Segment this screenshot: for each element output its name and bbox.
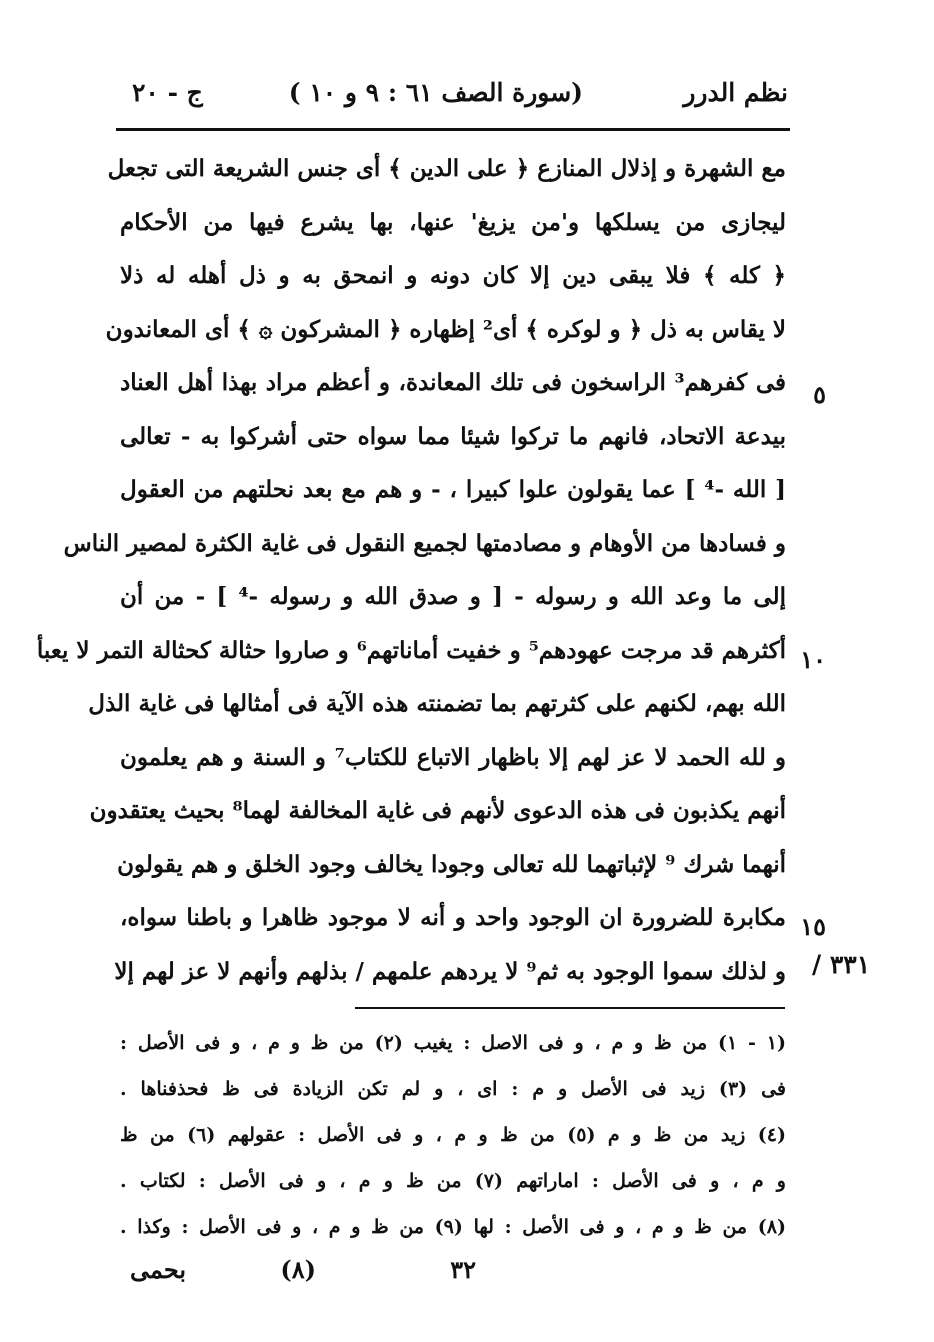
text-line: لا يقاس به ذل ﴿ و لوكره ﴾ أى² إظهاره ﴿ المشركون ۞ ﴾ أى المعاندون [105, 315, 786, 343]
text-line: أكثرهم قد مرجت عهودهم⁵ و خفيت أماناتهم⁶ و صاروا حثالة كحثالة التمر لا يعبأ [36, 636, 786, 664]
footnote-line: و م ، و فى الأصل : اماراتهم (٧) من ظ و م ، و فى الأصل : لكتاب . [120, 1170, 786, 1192]
margin-folio-reference: / ٣٣١ [812, 950, 871, 979]
catchword: بحمى [130, 1255, 187, 1284]
page-number: ٣٢ [450, 1255, 476, 1284]
line-number: ١٥ [800, 912, 826, 941]
text-line: أنهم يكذبون فى هذه الدعوى لأنهم فى غاية المخالفة لهما⁸ بحيث يعتقدون [89, 797, 786, 824]
text-line: أنهما شرك ⁹ لإثباتهما لله تعالى وجودا يخالف وجود الخلق و هم يقولون [117, 850, 786, 878]
surah-reference: (سورة الصف ٦١ : ٩ و ١٠ ) [288, 78, 583, 107]
text-line: إلى ما وعد الله و رسوله - [ و صدق الله و رسوله -⁴ ] - من أن [120, 583, 786, 610]
text-line: مكابرة للضرورة ان الوجود واحد و أنه لا موجود ظاهرا و باطنا سواه، [120, 904, 786, 931]
footnotes [120, 1020, 786, 1250]
text-line: بيدعة الاتحاد، فانهم ما تركوا شيئا مما سواه حتى أشركوا به - تعالى [120, 422, 786, 450]
page-footer [120, 1255, 786, 1295]
text-line: مع الشهرة و إذلال المنازع ﴿ على الدين ﴾ أى جنس الشريعة التى تجعل [107, 155, 786, 182]
footnote-line: فى (٣) زيد فى الأصل و م : اى ، و لم تكن الزيادة فى ظ فحذفناها . [120, 1078, 787, 1100]
book-title: نظم الدرر [683, 78, 788, 107]
footnote-line: (٨) من ظ و م ، و فى الأصل : لها (٩) من ظ و م ، و فى الأصل : وكذا . [120, 1216, 787, 1238]
part-number: ج - ٢٠ [132, 78, 203, 107]
text-line: و لله الحمد لا عز لهم إلا باظهار الاتباع للكتاب⁷ و السنة و هم يعلمون [120, 743, 786, 771]
footnote-line: (٤) زيد من ظ و م (٥) من ظ و م ، و فى الأصل : عقولهم (٦) من ظ [120, 1124, 786, 1146]
text-line: فى كفرهم³ الراسخون فى تلك المعاندة، و أعظم مراد بهذا أهل العناد [120, 369, 786, 396]
text-line: الله بهم، لكنهم على كثرتهم بما تضمنته هذه الآية فى أمثالها فى غاية الذل [88, 690, 786, 717]
text-line: و لذلك سموا الوجود به ثم⁹ لا يردهم علمهم / بذلهم وأنهم لا عز لهم إلا [114, 957, 786, 985]
line-number: ١٠ [800, 645, 826, 674]
line-number: ٥ [813, 380, 826, 409]
text-line: و فسادها من الأوهام و مصادمتها لجميع النقول فى غاية الكثرة لمصير الناس [63, 529, 786, 557]
text-line: ﴿ كله ﴾ فلا يبقى دين إلا كان دونه و انمحق به و ذل أهله له ذلا [120, 262, 786, 289]
text-line: ليجازى من يسلكها و'من يزيغ' عنها، بها يشرع فيها من الأحكام [120, 208, 786, 236]
footnote-rule [355, 1007, 785, 1009]
footnote-line: (١ - ١) من ظ و م ، و فى الاصل : يغيب (٢) من ظ و م ، و فى الأصل : [120, 1032, 786, 1054]
text-line: [ الله -⁴ ] عما يقولون علوا كبيرا ، - و هم مع بعد نحلتهم من العقول [120, 476, 786, 503]
signature-number: (٨) [280, 1255, 316, 1284]
